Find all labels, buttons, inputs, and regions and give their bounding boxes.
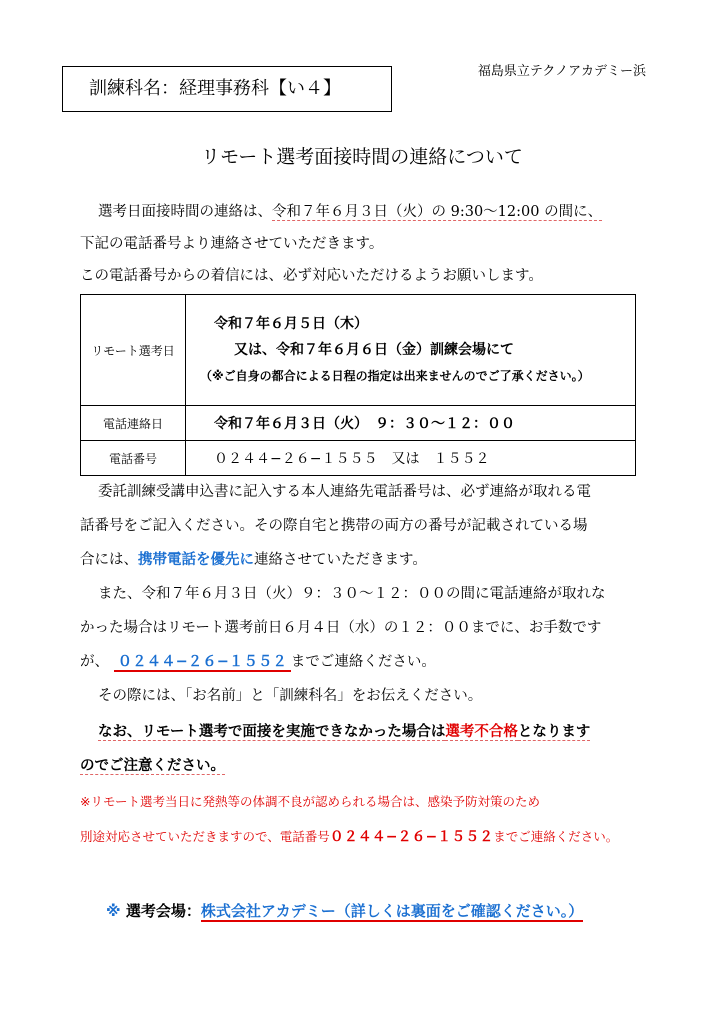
intro-schedule: 令和７年６月３日（火）の 9:30〜12:00 の間に、 [272, 204, 603, 220]
body-b-line-2: かった場合はリモート選考前日６月４日（水）の１２：００までに、お手数です [80, 620, 602, 636]
table-row [81, 441, 636, 476]
body-a-line-2: 話番号をご記入ください。その際自宅と携帯の両方の番号が記載されている場 [80, 518, 588, 534]
body-warning: となります [517, 724, 591, 740]
intro-line-2: 下記の電話番号より連絡させていただきます。 [80, 236, 384, 252]
health-note-line-1: ※リモート選考当日に発熱等の体調不良が認められる場合は、感染予防対策のため [80, 794, 540, 809]
organization-name: 福島県立テクノアカデミー浜 [477, 64, 646, 79]
body-warning: なお、リモート選考で面接を実施できなかった場合は [98, 724, 446, 740]
body-text: が、 [80, 654, 109, 670]
intro-text: 選考日面接時間の連絡は、 [98, 204, 272, 220]
call-date-label: 電話連絡日 [81, 406, 186, 441]
body-b-line-1: また、令和７年６月３日（火）９：３０〜１２：００の間に電話連絡が取れな [98, 586, 606, 602]
course-name: 訓練科名：経理事務科【い４】 [89, 78, 341, 99]
fail-notice: 選考不合格 [445, 724, 518, 740]
table-row [81, 295, 636, 406]
course-name-box [62, 66, 392, 112]
phone-label: 電話番号 [81, 441, 186, 476]
body-warning: のでご注意ください。 [80, 758, 225, 774]
venue-value: 株式会社アカデミー（詳しくは裏面をご確認ください。） [200, 902, 584, 920]
body-b-line-3 [80, 652, 436, 672]
contact-phone: ０２４４−２６−１５５２ [114, 654, 291, 672]
intro-line-3: この電話番号からの着信には、必ず対応いただけるようお願いします。 [80, 268, 543, 284]
note-text: 別途対応させていただきますので、電話番号 [80, 829, 330, 844]
call-date-value: 令和７年６月３日（火） ９：３０〜１２：００ [186, 406, 636, 441]
phone-value: ０２４４−２６−１５５５ 又は １５５２ [186, 441, 636, 476]
body-c-line: その際には、「お名前」と「訓練科名」をお伝えください。 [98, 688, 483, 704]
body-text: 合には、 [80, 552, 138, 568]
venue-mark: ※ [106, 902, 121, 920]
intro-line-1 [98, 202, 602, 222]
venue-label: 選考会場： [125, 902, 201, 920]
remote-date-note: （※ご自身の都合による日程の指定は出来ませんのでご了承ください。） [200, 369, 590, 383]
remote-date-line1: 令和７年６月５日（木） [214, 316, 368, 332]
schedule-table [80, 294, 636, 476]
remote-date-value [186, 295, 636, 406]
body-text: 連絡させていただきます。 [254, 552, 427, 568]
note-phone: ０２４４−２６−１５５２ [329, 829, 494, 845]
venue-line [106, 900, 583, 921]
mobile-priority-highlight: 携帯電話を優先に [138, 552, 254, 568]
table-row [81, 406, 636, 441]
health-note-line-2 [80, 826, 618, 846]
body-text: までご連絡ください。 [290, 654, 436, 670]
note-text: までご連絡ください。 [493, 829, 619, 844]
body-a-line-3 [80, 550, 427, 570]
body-d-line-1 [98, 722, 590, 742]
body-d-line-2 [80, 756, 225, 776]
body-a-line-1: 委託訓練受講申込書に記入する本人連絡先電話番号は、必ず連絡が取れる電 [98, 484, 591, 500]
page-title: リモート選考面接時間の連絡について [201, 146, 523, 168]
remote-date-label: リモート選考日 [81, 295, 186, 406]
remote-date-line2: 又は、令和７年６月６日（金）訓練会場にて [234, 342, 514, 358]
